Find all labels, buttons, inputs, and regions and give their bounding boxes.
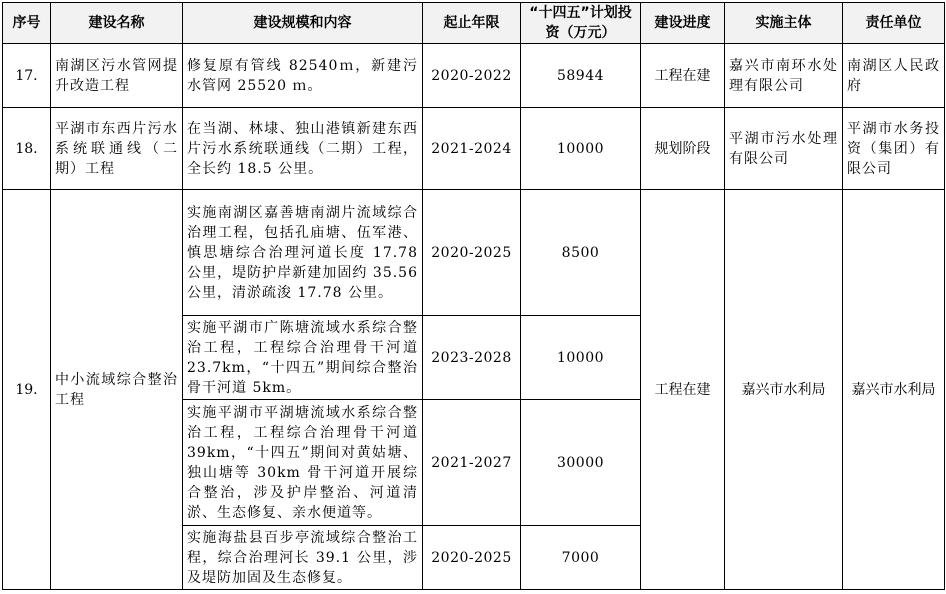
header-implementer: 实施主体: [725, 3, 843, 44]
row-progress: 规划阶段: [641, 108, 725, 190]
subitem-scope: 实施平湖市广陈塘流域水系综合整治工程，工程综合治理骨干河道 23.7km，“十四五”期间综合整治骨干河道 5km。: [183, 316, 423, 400]
row-responsible: 嘉兴市水利局: [843, 190, 945, 590]
subitem-period: 2020-2025: [423, 526, 521, 590]
row-name: 中小流域综合整治工程: [51, 190, 183, 590]
row-seq: 19.: [3, 190, 51, 590]
subitem-period: 2023-2028: [423, 316, 521, 400]
header-progress: 建设进度: [641, 3, 725, 44]
subitem-investment: 30000: [521, 400, 641, 526]
subitem-period: 2021-2027: [423, 400, 521, 526]
row-progress: 工程在建: [641, 190, 725, 590]
row-implementer: 嘉兴市南环水处理有限公司: [725, 44, 843, 108]
row-progress: 工程在建: [641, 44, 725, 108]
subitem-investment: 10000: [521, 316, 641, 400]
row-name: 平湖市东西片污水系统联通线（二期）工程: [51, 108, 183, 190]
row-investment: 10000: [521, 108, 641, 190]
row-period: 2020-2022: [423, 44, 521, 108]
table-row: [3, 44, 945, 108]
row-implementer: 平湖市污水处理有限公司: [725, 108, 843, 190]
row-responsible: 南湖区人民政府: [843, 44, 945, 108]
row-implementer: 嘉兴市水利局: [725, 190, 843, 590]
subitem-investment: 7000: [521, 526, 641, 590]
row-investment: 58944: [521, 44, 641, 108]
row-seq: 18.: [3, 108, 51, 190]
subitem-scope: 实施海盐县百步亭流域综合整治工程，综合治理河长 39.1 公里，涉及堤防加固及生态修复。: [183, 526, 423, 590]
row-scope: 修复原有管线 82540ｍ，新建污水管网 25520 ｍ。: [183, 44, 423, 108]
row-period: 2021-2024: [423, 108, 521, 190]
row-responsible: 平湖市水务投资（集团）有限公司: [843, 108, 945, 190]
header-seq: 序号: [3, 3, 51, 44]
subitem-scope: 实施南湖区嘉善塘南湖片流域综合治理工程，包括孔庙塘、伍军港、慎思塘综合治理河道长度 17.78 公里，堤防护岸新建加固约 35.56 公里，清淤疏浚 17.78 公里。: [183, 190, 423, 316]
header-scope: 建设规模和内容: [183, 3, 423, 44]
row-scope: 在当湖、林埭、独山港镇新建东西片污水系统联通线（二期）工程，全长约 18.5 公里。: [183, 108, 423, 190]
project-table: [2, 2, 945, 590]
header-period: 起止年限: [423, 3, 521, 44]
row-name: 南湖区污水管网提升改造工程: [51, 44, 183, 108]
subitem-period: 2020-2025: [423, 190, 521, 316]
header-responsible: 责任单位: [843, 3, 945, 44]
table-row: [3, 108, 945, 190]
subitem-investment: 8500: [521, 190, 641, 316]
header-row: [3, 3, 945, 44]
row-seq: 17.: [3, 44, 51, 108]
header-investment: “十四五”计划投资（万元）: [521, 3, 641, 44]
subitem-scope: 实施平湖市平湖塘流域水系综合整治工程，工程综合治理骨干河道 39km，“十四五”期间对黄姑塘、独山塘等 30km 骨干河道开展综合整治，涉及护岸整治、河道清淤、生态修复、亲水便道等。: [183, 400, 423, 526]
header-name: 建设名称: [51, 3, 183, 44]
table-row: [3, 190, 945, 316]
